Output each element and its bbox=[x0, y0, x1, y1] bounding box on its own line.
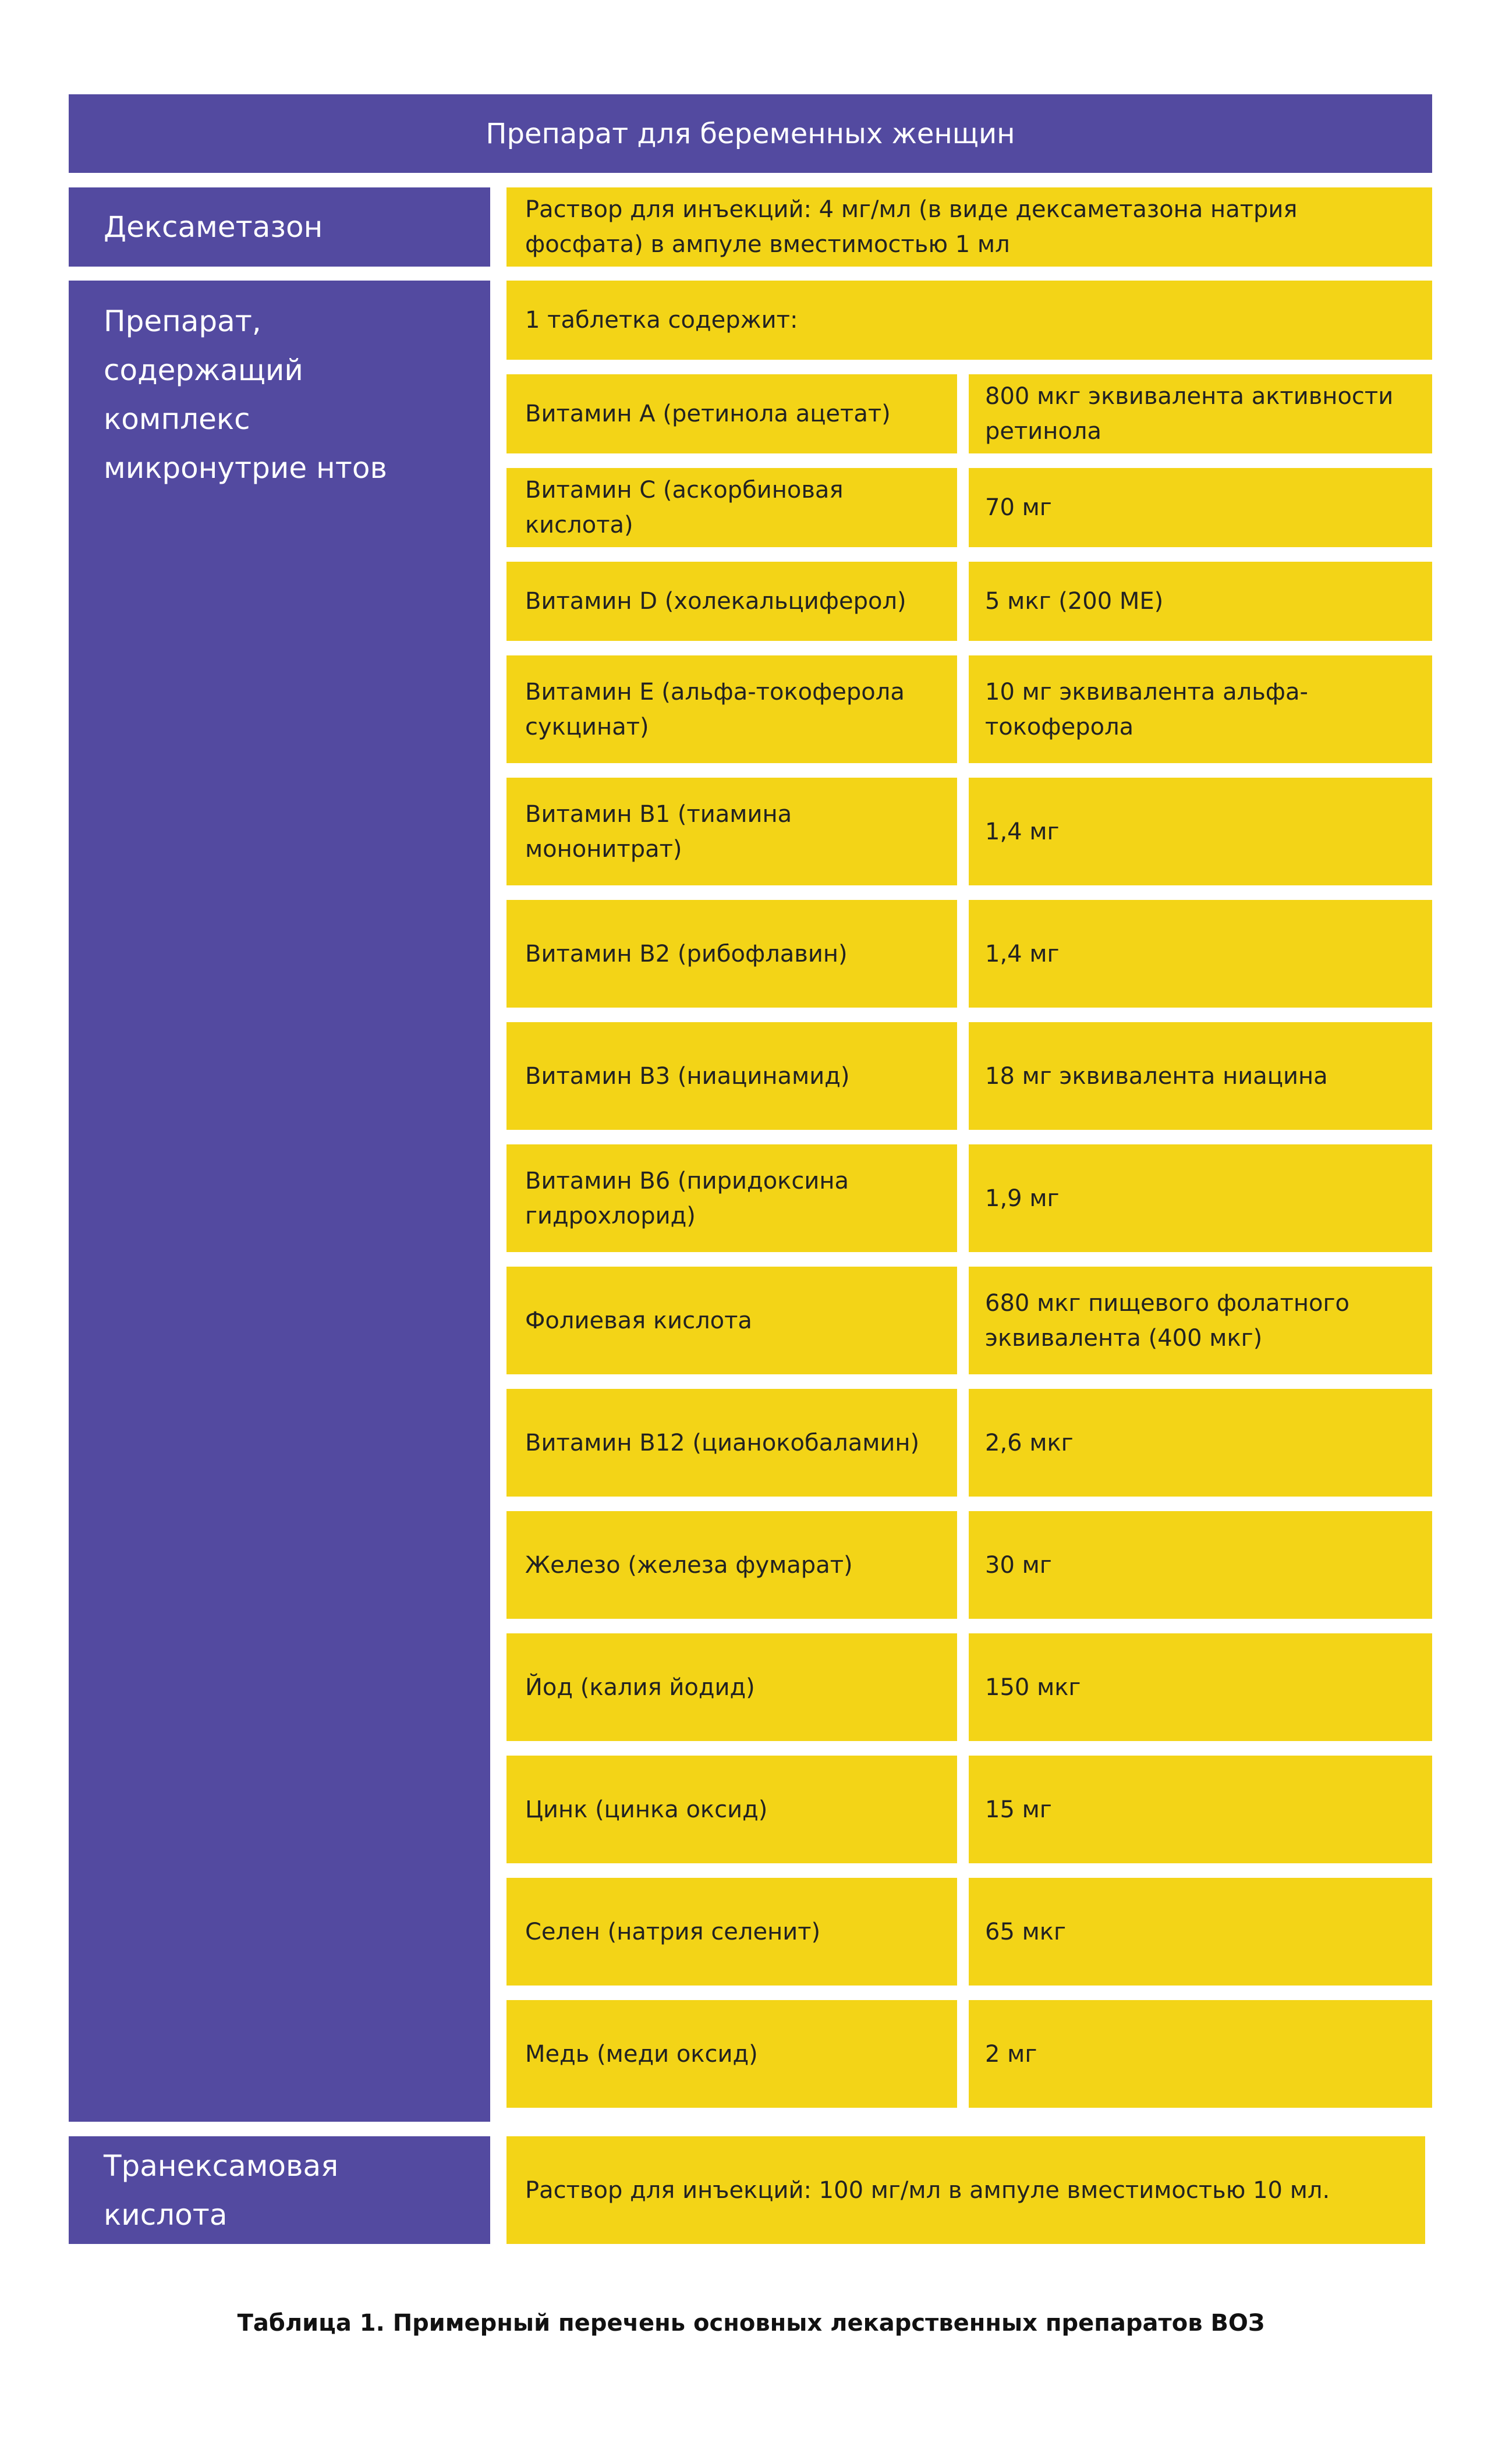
nutrient-component-cell bbox=[506, 778, 957, 885]
nutrient-component: Железо (железа фумарат) bbox=[525, 1551, 853, 1579]
nutrient-amount: 5 мкг (200 МЕ) bbox=[985, 588, 1164, 615]
nutrient-amount: 1,4 мг bbox=[985, 818, 1060, 845]
nutrient-component-cell bbox=[506, 468, 957, 547]
nutrient-component: Витамин В2 (рибофлавин) bbox=[525, 940, 848, 967]
drug-name-label: Препарат, содержащий комплекс микронутрие нтов bbox=[104, 304, 387, 485]
nutrient-component: Медь (меди оксид) bbox=[525, 2040, 758, 2068]
nutrient-component: Витамин В1 (тиамина мононитрат) bbox=[525, 800, 792, 863]
nutrient-component: Селен (натрия селенит) bbox=[525, 1918, 821, 1945]
nutrient-amount: 2,6 мкг bbox=[985, 1429, 1074, 1456]
nutrient-component-cell bbox=[506, 1267, 957, 1374]
nutrient-component: Витамин Е (альфа-токоферола сукцинат) bbox=[525, 678, 905, 740]
drug-name-dexamethasone bbox=[69, 187, 490, 267]
nutrient-amount: 65 мкг bbox=[985, 1918, 1066, 1945]
nutrient-component: Витамин В3 (ниацинамид) bbox=[525, 1062, 850, 1090]
nutrient-amount-cell bbox=[969, 655, 1432, 763]
drug-description-text: Раствор для инъекций: 4 мг/мл (в виде дексаметазона натрия фосфата) в ампуле вместимостью 1 мл bbox=[525, 196, 1298, 258]
nutrient-amount-cell bbox=[969, 2000, 1432, 2108]
nutrient-component-cell bbox=[506, 1511, 957, 1619]
nutrient-amount-cell bbox=[969, 468, 1432, 547]
nutrient-amount-cell bbox=[969, 1144, 1432, 1252]
nutrient-component-cell bbox=[506, 1389, 957, 1497]
nutrient-amount-cell bbox=[969, 900, 1432, 1008]
nutrient-amount: 18 мг эквивалента ниацина bbox=[985, 1062, 1328, 1090]
nutrient-component-cell bbox=[506, 1633, 957, 1741]
nutrient-amount: 1,9 мг bbox=[985, 1185, 1060, 1212]
drug-description-text: Раствор для инъекций: 100 мг/мл в ампуле вместимостью 10 мл. bbox=[525, 2176, 1330, 2204]
nutrient-component: Витамин С (аскорбиновая кислота) bbox=[525, 477, 844, 538]
nutrient-amount: 680 мкг пищевого фолатного эквивалента (400 мкг) bbox=[985, 1289, 1349, 1352]
drug-name-label: Дексаметазон bbox=[104, 210, 323, 244]
drug-description-tranexamic bbox=[506, 2136, 1425, 2244]
nutrient-amount-cell bbox=[969, 1633, 1432, 1741]
nutrient-amount-cell bbox=[969, 374, 1432, 453]
nutrient-amount: 1,4 мг bbox=[985, 940, 1060, 967]
table-header-title: Препарат для беременных женщин bbox=[486, 117, 1015, 150]
nutrient-amount-cell bbox=[969, 1267, 1432, 1374]
micronutrient-intro bbox=[506, 281, 1432, 360]
table-header bbox=[69, 94, 1432, 173]
nutrient-amount: 70 мг bbox=[985, 494, 1052, 521]
nutrient-component: Витамин А (ретинола ацетат) bbox=[525, 400, 891, 427]
nutrient-component: Витамин В12 (цианокобаламин) bbox=[525, 1429, 920, 1456]
nutrient-amount: 30 мг bbox=[985, 1551, 1052, 1579]
nutrient-amount: 15 мг bbox=[985, 1796, 1052, 1823]
nutrient-amount-cell bbox=[969, 562, 1432, 641]
table-caption: Таблица 1. Примерный перечень основных лекарственных препаратов ВОЗ bbox=[237, 2310, 1265, 2337]
nutrient-component: Витамин В6 (пиридоксина гидрохлорид) bbox=[525, 1167, 849, 1229]
drug-name-label: Транексамовая кислота bbox=[104, 2149, 339, 2232]
nutrient-amount: 800 мкг эквивалента активности ретинола bbox=[985, 383, 1394, 445]
nutrient-amount-cell bbox=[969, 1511, 1432, 1619]
nutrient-amount-cell bbox=[969, 778, 1432, 885]
nutrient-component-cell bbox=[506, 1144, 957, 1252]
nutrient-amount: 150 мкг bbox=[985, 1674, 1081, 1701]
intro-text: 1 таблетка содержит: bbox=[525, 307, 798, 334]
nutrient-component-cell bbox=[506, 655, 957, 763]
drug-description-dexamethasone bbox=[506, 187, 1432, 267]
nutrient-amount-cell bbox=[969, 1878, 1432, 1986]
nutrient-amount: 10 мг эквивалента альфа-токоферола bbox=[985, 678, 1308, 740]
nutrient-component-cell bbox=[506, 1756, 957, 1863]
nutrient-amount-cell bbox=[969, 1756, 1432, 1863]
nutrient-component-cell bbox=[506, 1022, 957, 1130]
nutrient-component-cell bbox=[506, 374, 957, 453]
nutrient-amount-cell bbox=[969, 1389, 1432, 1497]
nutrient-component-cell bbox=[506, 900, 957, 1008]
nutrient-component: Йод (калия йодид) bbox=[525, 1674, 755, 1701]
nutrient-amount: 2 мг bbox=[985, 2040, 1037, 2068]
nutrient-component-cell bbox=[506, 2000, 957, 2108]
nutrient-component-cell bbox=[506, 562, 957, 641]
drug-name-micronutrient bbox=[69, 281, 490, 2122]
nutrient-component: Цинк (цинка оксид) bbox=[525, 1796, 768, 1823]
nutrient-amount-cell bbox=[969, 1022, 1432, 1130]
nutrient-component: Витамин D (холекальциферол) bbox=[525, 588, 906, 615]
nutrient-component: Фолиевая кислота bbox=[525, 1307, 752, 1334]
drug-name-tranexamic bbox=[69, 2136, 490, 2244]
nutrient-component-cell bbox=[506, 1878, 957, 1986]
